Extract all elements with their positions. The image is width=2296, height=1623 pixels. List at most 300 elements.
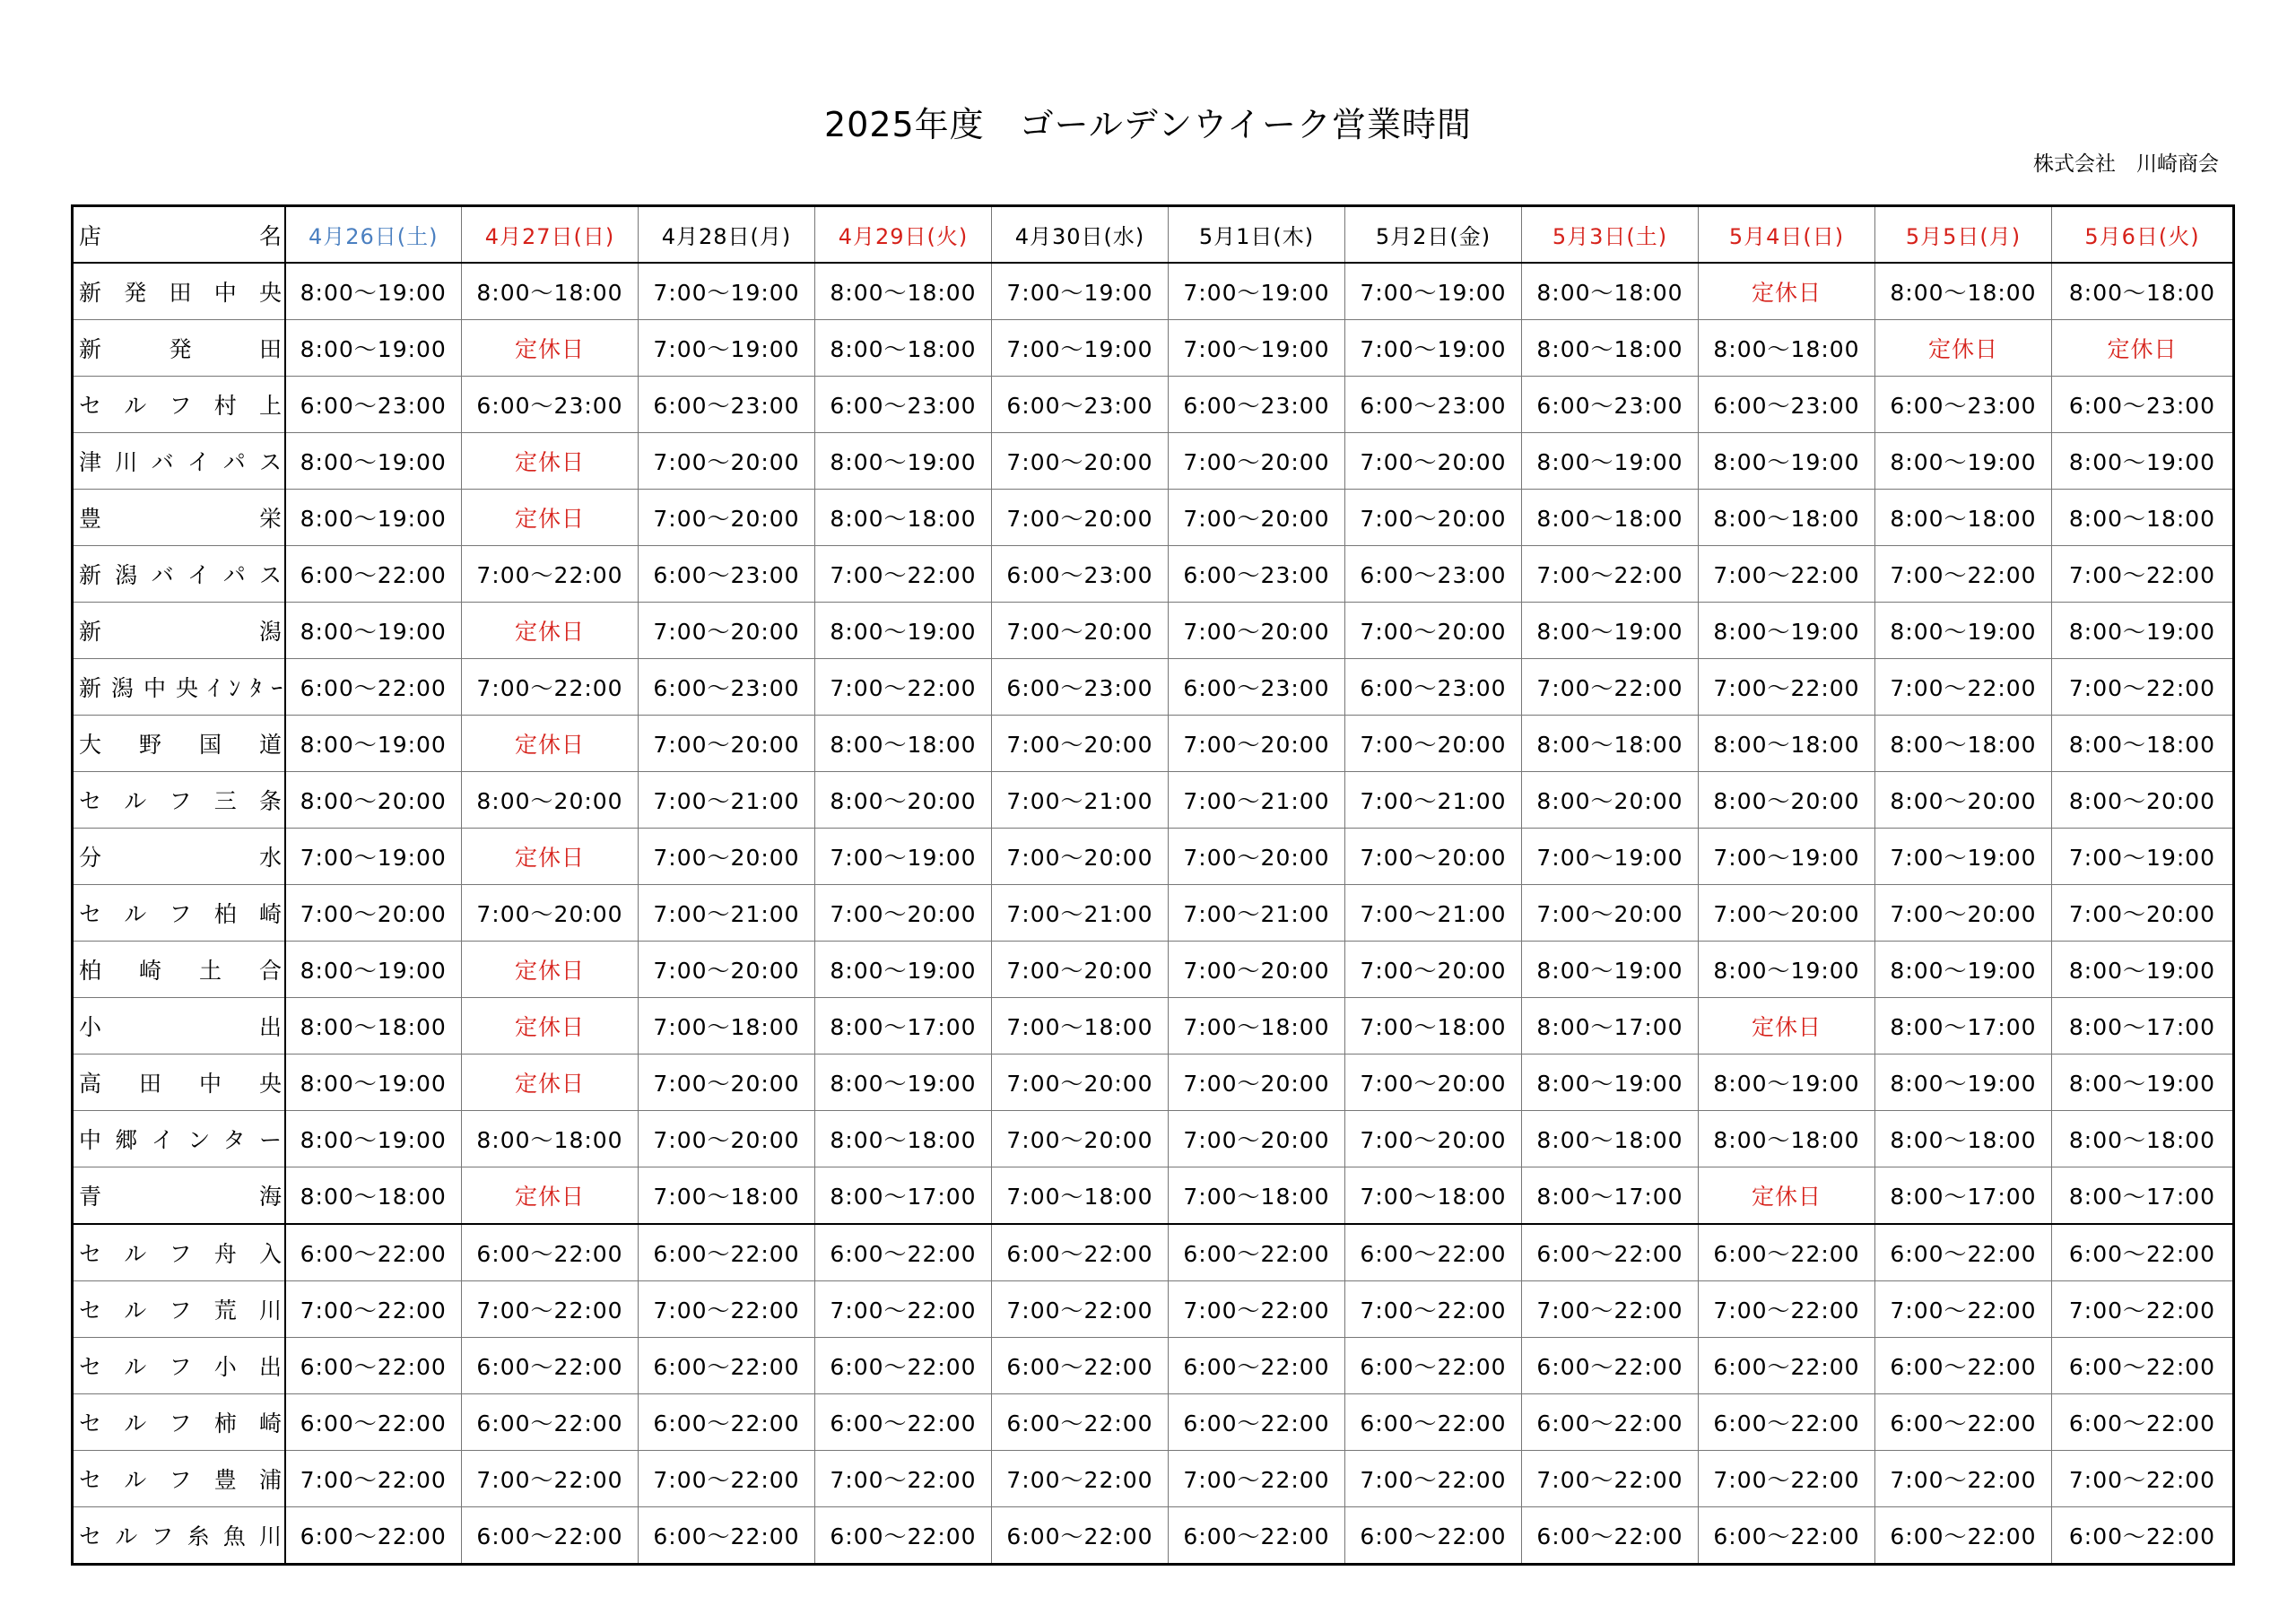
hours-cell: 7:00～19:00: [1699, 829, 1875, 885]
table-row: [73, 1224, 2234, 1281]
hours-cell: 6:00～22:00: [1699, 1338, 1875, 1394]
hours-cell: 7:00～20:00: [1699, 885, 1875, 942]
hours-cell: 7:00～20:00: [1169, 490, 1345, 546]
hours-cell: 6:00～22:00: [639, 1394, 815, 1451]
hours-cell: 8:00～17:00: [1522, 998, 1699, 1055]
hours-cell: 8:00～18:00: [815, 490, 992, 546]
date-header: 4月27日(日): [462, 206, 639, 264]
closed-day-cell: 定休日: [1699, 263, 1875, 320]
hours-cell: 7:00～20:00: [1522, 885, 1699, 942]
hours-cell: 7:00～20:00: [462, 885, 639, 942]
store-name-cell: [73, 1167, 285, 1225]
table-row: [73, 998, 2234, 1055]
hours-cell: 8:00～19:00: [1522, 1055, 1699, 1111]
hours-cell: 8:00～20:00: [1522, 772, 1699, 829]
hours-cell: 8:00～18:00: [1522, 1111, 1699, 1167]
hours-cell: 8:00～18:00: [815, 263, 992, 320]
store-name-cell: [73, 433, 285, 490]
hours-cell: 6:00～22:00: [2052, 1394, 2234, 1451]
hours-cell: 6:00～22:00: [2052, 1507, 2234, 1565]
hours-cell: 6:00～23:00: [815, 377, 992, 433]
hours-cell: 7:00～18:00: [1169, 998, 1345, 1055]
store-name: 高田中央: [79, 1071, 282, 1097]
hours-cell: 7:00～22:00: [285, 1281, 462, 1338]
hours-cell: 8:00～18:00: [1875, 263, 2052, 320]
hours-cell: 6:00～22:00: [1169, 1224, 1345, 1281]
hours-cell: 6:00～23:00: [1169, 377, 1345, 433]
store-name: 柏崎土合: [79, 958, 282, 984]
date-header: 5月2日(金): [1345, 206, 1522, 264]
hours-cell: 7:00～22:00: [815, 546, 992, 603]
hours-cell: 8:00～17:00: [1875, 998, 2052, 1055]
hours-cell: 8:00～19:00: [2052, 433, 2234, 490]
hours-cell: 7:00～20:00: [639, 603, 815, 659]
hours-cell: 7:00～20:00: [639, 716, 815, 772]
table-row: [73, 1055, 2234, 1111]
table-row: [73, 377, 2234, 433]
hours-cell: 7:00～20:00: [1875, 885, 2052, 942]
store-name: セルフ糸魚川: [79, 1523, 282, 1549]
hours-cell: 6:00～22:00: [815, 1338, 992, 1394]
hours-cell: 7:00～22:00: [1522, 546, 1699, 603]
hours-cell: 8:00～18:00: [1699, 490, 1875, 546]
hours-cell: 6:00～23:00: [1345, 377, 1522, 433]
store-name: 新発田: [79, 336, 282, 362]
hours-cell: 8:00～19:00: [815, 433, 992, 490]
hours-cell: 7:00～22:00: [2052, 1451, 2234, 1507]
hours-cell: 7:00～22:00: [462, 1281, 639, 1338]
hours-cell: 8:00～19:00: [1699, 603, 1875, 659]
hours-cell: 6:00～22:00: [1699, 1507, 1875, 1565]
hours-cell: 6:00～23:00: [1169, 546, 1345, 603]
hours-cell: 6:00～23:00: [285, 377, 462, 433]
hours-cell: 8:00～19:00: [1875, 942, 2052, 998]
hours-cell: 7:00～20:00: [1345, 716, 1522, 772]
hours-cell: 7:00～22:00: [639, 1281, 815, 1338]
hours-cell: 7:00～22:00: [1522, 659, 1699, 716]
hours-cell: 7:00～22:00: [2052, 659, 2234, 716]
hours-cell: 6:00～23:00: [2052, 377, 2234, 433]
hours-cell: 8:00～18:00: [1875, 716, 2052, 772]
hours-cell: 7:00～22:00: [815, 1281, 992, 1338]
store-name: セルフ柏崎: [79, 901, 282, 927]
table-row: [73, 772, 2234, 829]
hours-cell: 8:00～18:00: [2052, 1111, 2234, 1167]
store-name-cell: [73, 1281, 285, 1338]
hours-cell: 6:00～22:00: [639, 1224, 815, 1281]
closed-day-cell: 定休日: [1699, 998, 1875, 1055]
hours-cell: 7:00～20:00: [1169, 433, 1345, 490]
hours-cell: 7:00～22:00: [1169, 1281, 1345, 1338]
hours-cell: 8:00～19:00: [1875, 1055, 2052, 1111]
hours-cell: 7:00～20:00: [2052, 885, 2234, 942]
hours-cell: 8:00～19:00: [285, 1055, 462, 1111]
table-row: [73, 1394, 2234, 1451]
hours-cell: 6:00～22:00: [1169, 1394, 1345, 1451]
hours-cell: 7:00～19:00: [1522, 829, 1699, 885]
store-name: 小出: [79, 1014, 282, 1040]
hours-cell: 6:00～22:00: [285, 1224, 462, 1281]
hours-cell: 8:00～18:00: [815, 1111, 992, 1167]
store-name: セルフ舟入: [79, 1241, 282, 1267]
hours-cell: 7:00～20:00: [285, 885, 462, 942]
store-name: 豊栄: [79, 506, 282, 532]
business-hours-table: [71, 204, 2235, 1566]
hours-cell: 7:00～20:00: [1345, 942, 1522, 998]
store-name-cell: [73, 263, 285, 320]
hours-cell: 7:00～22:00: [1345, 1451, 1522, 1507]
header-row: [73, 206, 2234, 264]
hours-cell: 7:00～22:00: [1875, 1281, 2052, 1338]
hours-cell: 8:00～19:00: [1522, 433, 1699, 490]
hours-cell: 6:00～22:00: [992, 1394, 1169, 1451]
store-name-cell: [73, 1224, 285, 1281]
date-header: 5月4日(日): [1699, 206, 1875, 264]
hours-cell: 8:00～20:00: [815, 772, 992, 829]
closed-day-cell: 定休日: [462, 829, 639, 885]
hours-cell: 7:00～21:00: [1345, 772, 1522, 829]
hours-cell: 8:00～17:00: [815, 998, 992, 1055]
hours-cell: 7:00～22:00: [1875, 1451, 2052, 1507]
table-body: [73, 263, 2234, 1565]
hours-cell: 6:00～22:00: [1522, 1224, 1699, 1281]
store-name-cell: [73, 546, 285, 603]
hours-cell: 8:00～17:00: [1875, 1167, 2052, 1225]
store-name: 分水: [79, 845, 282, 871]
store-name-cell: [73, 659, 285, 716]
date-header: 5月6日(火): [2052, 206, 2234, 264]
hours-cell: 6:00～22:00: [1875, 1338, 2052, 1394]
closed-day-cell: 定休日: [462, 716, 639, 772]
hours-cell: 7:00～20:00: [992, 942, 1169, 998]
store-name-cell: [73, 1507, 285, 1565]
hours-cell: 6:00～22:00: [1345, 1338, 1522, 1394]
closed-day-cell: 定休日: [1699, 1167, 1875, 1225]
hours-cell: 7:00～19:00: [639, 320, 815, 377]
hours-cell: 6:00～22:00: [815, 1507, 992, 1565]
hours-cell: 7:00～21:00: [992, 885, 1169, 942]
store-name: 新潟: [79, 619, 282, 645]
store-name-cell: [73, 942, 285, 998]
hours-cell: 6:00～22:00: [1345, 1507, 1522, 1565]
store-name: 津川バイパス: [79, 449, 282, 475]
hours-cell: 7:00～22:00: [462, 546, 639, 603]
hours-cell: 6:00～22:00: [462, 1224, 639, 1281]
hours-cell: 6:00～22:00: [1522, 1394, 1699, 1451]
hours-cell: 7:00～19:00: [1169, 320, 1345, 377]
hours-cell: 7:00～20:00: [1345, 1055, 1522, 1111]
hours-cell: 8:00～19:00: [1699, 1055, 1875, 1111]
hours-cell: 8:00～18:00: [2052, 716, 2234, 772]
hours-cell: 7:00～20:00: [1345, 490, 1522, 546]
hours-cell: 8:00～18:00: [2052, 490, 2234, 546]
closed-day-cell: 定休日: [1875, 320, 2052, 377]
hours-cell: 6:00～22:00: [285, 1338, 462, 1394]
hours-cell: 6:00～22:00: [992, 1507, 1169, 1565]
date-header: 5月1日(木): [1169, 206, 1345, 264]
hours-cell: 6:00～22:00: [1345, 1224, 1522, 1281]
hours-cell: 7:00～20:00: [639, 433, 815, 490]
hours-cell: 8:00～18:00: [1875, 490, 2052, 546]
closed-day-cell: 定休日: [462, 942, 639, 998]
hours-cell: 7:00～19:00: [815, 829, 992, 885]
hours-cell: 6:00～22:00: [1875, 1394, 2052, 1451]
hours-cell: 7:00～19:00: [639, 263, 815, 320]
hours-cell: 6:00～23:00: [1875, 377, 2052, 433]
hours-cell: 7:00～22:00: [639, 1451, 815, 1507]
hours-cell: 8:00～20:00: [462, 772, 639, 829]
hours-cell: 7:00～20:00: [992, 1111, 1169, 1167]
hours-cell: 7:00～20:00: [992, 490, 1169, 546]
closed-day-cell: 定休日: [462, 320, 639, 377]
hours-cell: 7:00～22:00: [1169, 1451, 1345, 1507]
hours-cell: 8:00～19:00: [285, 1111, 462, 1167]
hours-cell: 7:00～22:00: [285, 1451, 462, 1507]
hours-cell: 6:00～22:00: [1875, 1507, 2052, 1565]
table-header: [73, 206, 2234, 264]
hours-cell: 7:00～22:00: [1699, 546, 1875, 603]
hours-cell: 6:00～22:00: [1699, 1224, 1875, 1281]
hours-cell: 6:00～22:00: [815, 1394, 992, 1451]
hours-cell: 7:00～20:00: [1345, 829, 1522, 885]
hours-cell: 8:00～18:00: [1522, 716, 1699, 772]
hours-cell: 8:00～19:00: [815, 942, 992, 998]
hours-cell: 6:00～22:00: [462, 1338, 639, 1394]
hours-cell: 7:00～21:00: [992, 772, 1169, 829]
hours-cell: 7:00～20:00: [1345, 433, 1522, 490]
store-name: 青海: [79, 1184, 282, 1210]
hours-cell: 8:00～19:00: [285, 942, 462, 998]
hours-cell: 8:00～20:00: [1699, 772, 1875, 829]
hours-cell: 8:00～19:00: [1875, 433, 2052, 490]
hours-cell: 8:00～18:00: [1875, 1111, 2052, 1167]
hours-cell: 8:00～18:00: [285, 1167, 462, 1225]
store-name-cell: [73, 1338, 285, 1394]
hours-cell: 7:00～22:00: [1699, 1281, 1875, 1338]
hours-cell: 8:00～19:00: [285, 716, 462, 772]
table-row: [73, 942, 2234, 998]
hours-cell: 6:00～22:00: [639, 1507, 815, 1565]
table-row: [73, 1338, 2234, 1394]
hours-cell: 6:00～22:00: [1522, 1338, 1699, 1394]
hours-cell: 6:00～22:00: [462, 1507, 639, 1565]
closed-day-cell: 定休日: [462, 1167, 639, 1225]
hours-cell: 7:00～20:00: [992, 603, 1169, 659]
hours-cell: 7:00～20:00: [639, 829, 815, 885]
hours-cell: 7:00～20:00: [1345, 603, 1522, 659]
hours-cell: 7:00～20:00: [992, 1055, 1169, 1111]
hours-cell: 8:00～18:00: [1522, 320, 1699, 377]
hours-cell: 7:00～20:00: [1169, 829, 1345, 885]
hours-cell: 8:00～19:00: [285, 490, 462, 546]
hours-cell: 6:00～23:00: [1345, 546, 1522, 603]
hours-cell: 8:00～20:00: [1875, 772, 2052, 829]
hours-cell: 6:00～22:00: [1345, 1394, 1522, 1451]
hours-cell: 7:00～21:00: [639, 772, 815, 829]
store-name-cell: [73, 1451, 285, 1507]
date-header: 5月5日(月): [1875, 206, 2052, 264]
table-row: [73, 490, 2234, 546]
hours-cell: 6:00～22:00: [639, 1338, 815, 1394]
hours-cell: 8:00～17:00: [815, 1167, 992, 1225]
hours-cell: 8:00～17:00: [1522, 1167, 1699, 1225]
hours-cell: 8:00～20:00: [2052, 772, 2234, 829]
hours-cell: 6:00～22:00: [285, 1507, 462, 1565]
table-row: [73, 603, 2234, 659]
hours-cell: 6:00～22:00: [462, 1394, 639, 1451]
store-name: セルフ荒川: [79, 1298, 282, 1324]
table-row: [73, 546, 2234, 603]
closed-day-cell: 定休日: [2052, 320, 2234, 377]
store-name-cell: [73, 1111, 285, 1167]
hours-cell: 8:00～19:00: [2052, 603, 2234, 659]
date-header: 4月26日(土): [285, 206, 462, 264]
hours-cell: 8:00～19:00: [285, 263, 462, 320]
hours-cell: 6:00～22:00: [1169, 1507, 1345, 1565]
store-name: セルフ三条: [79, 788, 282, 814]
store-name-cell: [73, 377, 285, 433]
store-column-header-label: 店 名: [79, 222, 282, 249]
table-row: [73, 1167, 2234, 1225]
date-header: 4月28日(月): [639, 206, 815, 264]
date-header: 4月29日(火): [815, 206, 992, 264]
store-name-cell: [73, 772, 285, 829]
hours-cell: 8:00～19:00: [815, 603, 992, 659]
store-name: 新発田中央: [79, 280, 282, 306]
hours-cell: 8:00～19:00: [1875, 603, 2052, 659]
store-name: セルフ柿崎: [79, 1410, 282, 1436]
hours-cell: 8:00～20:00: [285, 772, 462, 829]
store-name-cell: [73, 998, 285, 1055]
hours-cell: 7:00～20:00: [815, 885, 992, 942]
table-row: [73, 1281, 2234, 1338]
store-name: セルフ小出: [79, 1354, 282, 1380]
hours-cell: 8:00～19:00: [285, 603, 462, 659]
store-name-cell: [73, 490, 285, 546]
hours-cell: 8:00～18:00: [2052, 263, 2234, 320]
store-name-cell: [73, 1055, 285, 1111]
hours-cell: 7:00～21:00: [1169, 885, 1345, 942]
hours-cell: 7:00～19:00: [1169, 263, 1345, 320]
table-row: [73, 659, 2234, 716]
hours-cell: 6:00～22:00: [285, 1394, 462, 1451]
table-row: [73, 716, 2234, 772]
closed-day-cell: 定休日: [462, 490, 639, 546]
hours-cell: 7:00～22:00: [1699, 1451, 1875, 1507]
hours-cell: 7:00～22:00: [462, 659, 639, 716]
store-name-cell: [73, 716, 285, 772]
hours-cell: 7:00～22:00: [1522, 1281, 1699, 1338]
table-row: [73, 320, 2234, 377]
hours-cell: 7:00～22:00: [1875, 546, 2052, 603]
table-row: [73, 263, 2234, 320]
hours-cell: 8:00～19:00: [1522, 942, 1699, 998]
date-header: 4月30日(水): [992, 206, 1169, 264]
hours-cell: 7:00～21:00: [639, 885, 815, 942]
table-row: [73, 1451, 2234, 1507]
hours-cell: 7:00～20:00: [639, 942, 815, 998]
hours-cell: 6:00～22:00: [815, 1224, 992, 1281]
table-row: [73, 1507, 2234, 1565]
hours-cell: 8:00～19:00: [815, 1055, 992, 1111]
hours-cell: 6:00～23:00: [992, 377, 1169, 433]
hours-cell: 7:00～19:00: [1345, 320, 1522, 377]
hours-cell: 6:00～22:00: [1522, 1507, 1699, 1565]
hours-cell: 7:00～20:00: [992, 829, 1169, 885]
hours-cell: 7:00～18:00: [1345, 1167, 1522, 1225]
table-row: [73, 1111, 2234, 1167]
hours-cell: 7:00～19:00: [1875, 829, 2052, 885]
store-column-header: [73, 206, 285, 264]
hours-cell: 6:00～23:00: [1169, 659, 1345, 716]
hours-cell: 7:00～22:00: [815, 659, 992, 716]
hours-cell: 8:00～18:00: [815, 716, 992, 772]
table-row: [73, 433, 2234, 490]
store-name-cell: [73, 829, 285, 885]
store-name-cell: [73, 885, 285, 942]
hours-cell: 8:00～19:00: [2052, 1055, 2234, 1111]
hours-cell: 7:00～20:00: [1169, 1111, 1345, 1167]
hours-cell: 7:00～22:00: [1699, 659, 1875, 716]
hours-cell: 6:00～23:00: [1345, 659, 1522, 716]
hours-cell: 6:00～23:00: [462, 377, 639, 433]
hours-cell: 7:00～20:00: [1169, 1055, 1345, 1111]
hours-cell: 8:00～18:00: [1699, 320, 1875, 377]
hours-cell: 6:00～22:00: [285, 659, 462, 716]
hours-cell: 6:00～23:00: [639, 546, 815, 603]
hours-cell: 7:00～22:00: [992, 1281, 1169, 1338]
hours-cell: 8:00～19:00: [2052, 942, 2234, 998]
hours-cell: 7:00～21:00: [1169, 772, 1345, 829]
hours-cell: 8:00～19:00: [285, 320, 462, 377]
hours-cell: 7:00～20:00: [639, 1055, 815, 1111]
date-header: 5月3日(土): [1522, 206, 1699, 264]
hours-cell: 7:00～22:00: [1345, 1281, 1522, 1338]
store-name: 新潟バイパス: [79, 562, 282, 588]
hours-cell: 6:00～22:00: [992, 1224, 1169, 1281]
hours-cell: 7:00～22:00: [462, 1451, 639, 1507]
hours-cell: 8:00～17:00: [2052, 998, 2234, 1055]
hours-cell: 7:00～19:00: [1345, 263, 1522, 320]
hours-cell: 7:00～20:00: [1169, 603, 1345, 659]
hours-cell: 8:00～19:00: [1522, 603, 1699, 659]
closed-day-cell: 定休日: [462, 1055, 639, 1111]
hours-cell: 7:00～22:00: [992, 1451, 1169, 1507]
hours-cell: 8:00～19:00: [285, 433, 462, 490]
hours-cell: 6:00～22:00: [1699, 1394, 1875, 1451]
hours-cell: 7:00～22:00: [815, 1451, 992, 1507]
hours-cell: 6:00～23:00: [639, 377, 815, 433]
hours-cell: 8:00～18:00: [462, 1111, 639, 1167]
hours-cell: 8:00～18:00: [815, 320, 992, 377]
hours-cell: 7:00～22:00: [2052, 546, 2234, 603]
hours-cell: 7:00～20:00: [992, 716, 1169, 772]
hours-cell: 6:00～23:00: [992, 659, 1169, 716]
store-name-cell: [73, 1394, 285, 1451]
hours-cell: 6:00～23:00: [992, 546, 1169, 603]
hours-cell: 7:00～22:00: [2052, 1281, 2234, 1338]
hours-cell: 7:00～20:00: [1345, 1111, 1522, 1167]
hours-cell: 7:00～20:00: [1169, 716, 1345, 772]
table-row: [73, 829, 2234, 885]
hours-cell: 8:00～18:00: [1522, 263, 1699, 320]
hours-cell: 7:00～18:00: [1169, 1167, 1345, 1225]
hours-cell: 7:00～19:00: [2052, 829, 2234, 885]
closed-day-cell: 定休日: [462, 603, 639, 659]
hours-cell: 6:00～22:00: [2052, 1224, 2234, 1281]
hours-cell: 7:00～19:00: [992, 320, 1169, 377]
closed-day-cell: 定休日: [462, 998, 639, 1055]
